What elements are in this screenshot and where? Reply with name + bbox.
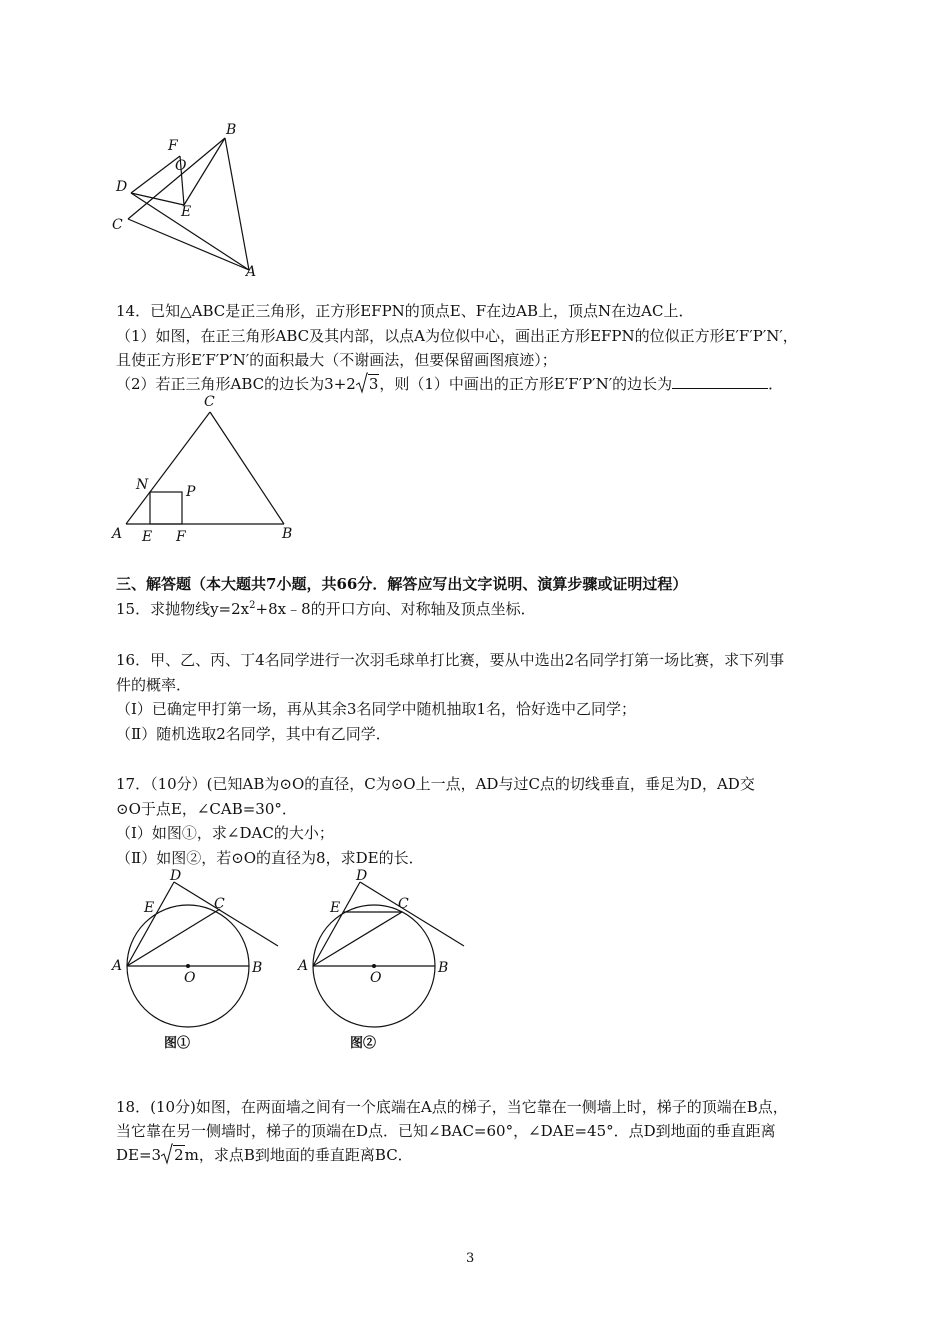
fig14-label-n: N [136,477,149,493]
q14-answer-blank[interactable] [672,374,768,389]
q16-line1: 16．甲、乙、丙、丁4名同学进行一次羽毛球单打比赛，要从中选出2名同学打第一场比赛，求下列事 [116,651,785,669]
fig14-label-f: F [176,529,186,545]
fig14-label-e: E [142,529,153,545]
fig17b-label-d: D [356,868,368,884]
fig14-label-b: B [282,526,293,542]
q18-line1: 18．(10分)如图，在两面墙之间有一个底端在A点的梯子，当它靠在一侧墙上时，梯子的顶端在B点， [116,1098,788,1116]
fig17a-caption: 图① [164,1036,191,1051]
fig17a-label-o: O [184,970,196,986]
fig17a-label-a: A [112,958,123,974]
q14-line2: （1）如图，在正三角形ABC及其内部，以点A为位似中心，画出正方形EFPN的位似正方形E′F′P′N′， [116,327,798,345]
fig17a-label-b: B [252,960,263,976]
q17-line1: 17．（10分）(已知AB为⊙O的直径，C为⊙O上一点，AD与过C点的切线垂直，垂足为D，AD交 [116,775,755,793]
q15-text-a: 15．求抛物线y=2x [116,600,250,618]
q17-line2: ⊙O于点E，∠CAB=30°． [116,800,297,818]
fig17a-label-c: C [214,896,225,912]
q15-exponent: 2 [249,600,256,611]
figure-q17-1 [108,866,288,1058]
q18-line3 [116,1145,413,1165]
q14-line3: 且使正方形E′F′P′N′的面积最大（不谢画法，但要保留画图痕迹）； [116,351,557,369]
figure-q14 [108,392,308,552]
fig17b-label-e: E [330,900,341,916]
q14-line4-end: ． [768,375,784,393]
q14-line1: 14．已知△ABC是正三角形，正方形EFPN的顶点E、F在边AB上，顶点N在边AC上． [116,302,694,320]
q14-sqrt-arg: 3 [368,375,379,393]
page-number: 3 [466,1251,475,1266]
section3-title: 三、解答题（本大题共7小题，共66分．解答应写出文字说明、演算步骤或证明过程） [116,575,688,593]
q16-line4: （Ⅱ）随机选取2名同学，其中有乙同学． [116,725,391,743]
fig17b-label-o: O [370,970,382,986]
q17-line3: （Ⅰ）如图①，求∠DAC的大小； [116,824,334,842]
q15-text-b: +8x﹣8的开口方向、对称轴及顶点坐标． [255,600,536,618]
fig13-label-c: C [112,217,123,233]
q14-line4 [116,374,783,394]
fig17a-label-e: E [144,900,155,916]
figure-q13 [108,118,268,280]
fig17b-caption: 图② [350,1036,377,1051]
q18-line3-b: m，求点B到地面的垂直距离BC． [184,1146,413,1164]
fig14-label-p: P [186,484,196,500]
fig17b-label-c: C [398,896,409,912]
sqrt-symbol [356,374,380,394]
fig13-label-f: F [168,138,178,154]
fig13-label-a: A [246,264,257,280]
q18-line2: 当它靠在另一侧墙时，梯子的顶端在D点．已知∠BAC=60°，∠DAE=45°．点D到地面的垂直距离 [116,1122,776,1140]
fig17b-label-b: B [438,960,449,976]
fig13-label-e: E [181,204,192,220]
q16-line2: 件的概率． [116,676,192,694]
sqrt-symbol [161,1145,185,1165]
fig13-label-o: O [175,158,187,174]
fig14-label-a: A [112,526,123,542]
q14-line4-b: ，则（1）中画出的正方形E′F′P′N′的边长为 [379,375,673,393]
fig13-label-d: D [116,179,128,195]
q17-line4: （Ⅱ）如图②，若⊙O的直径为8，求DE的长． [116,849,424,867]
fig14-label-c: C [204,394,215,410]
q14-line4-a: （2）若正三角形ABC的边长为3+2 [116,375,356,393]
fig13-label-b: B [226,122,237,138]
fig17b-label-a: A [298,958,309,974]
figure-q17-2 [294,866,474,1058]
q18-sqrt-arg: 2 [174,1146,184,1164]
q16-line3: （Ⅰ）已确定甲打第一场，再从其余3名同学中随机抽取1名，恰好选中乙同学； [116,700,637,718]
fig17a-label-d: D [170,868,182,884]
q18-line3-a: DE=3 [116,1146,162,1164]
q15-text [116,599,536,619]
